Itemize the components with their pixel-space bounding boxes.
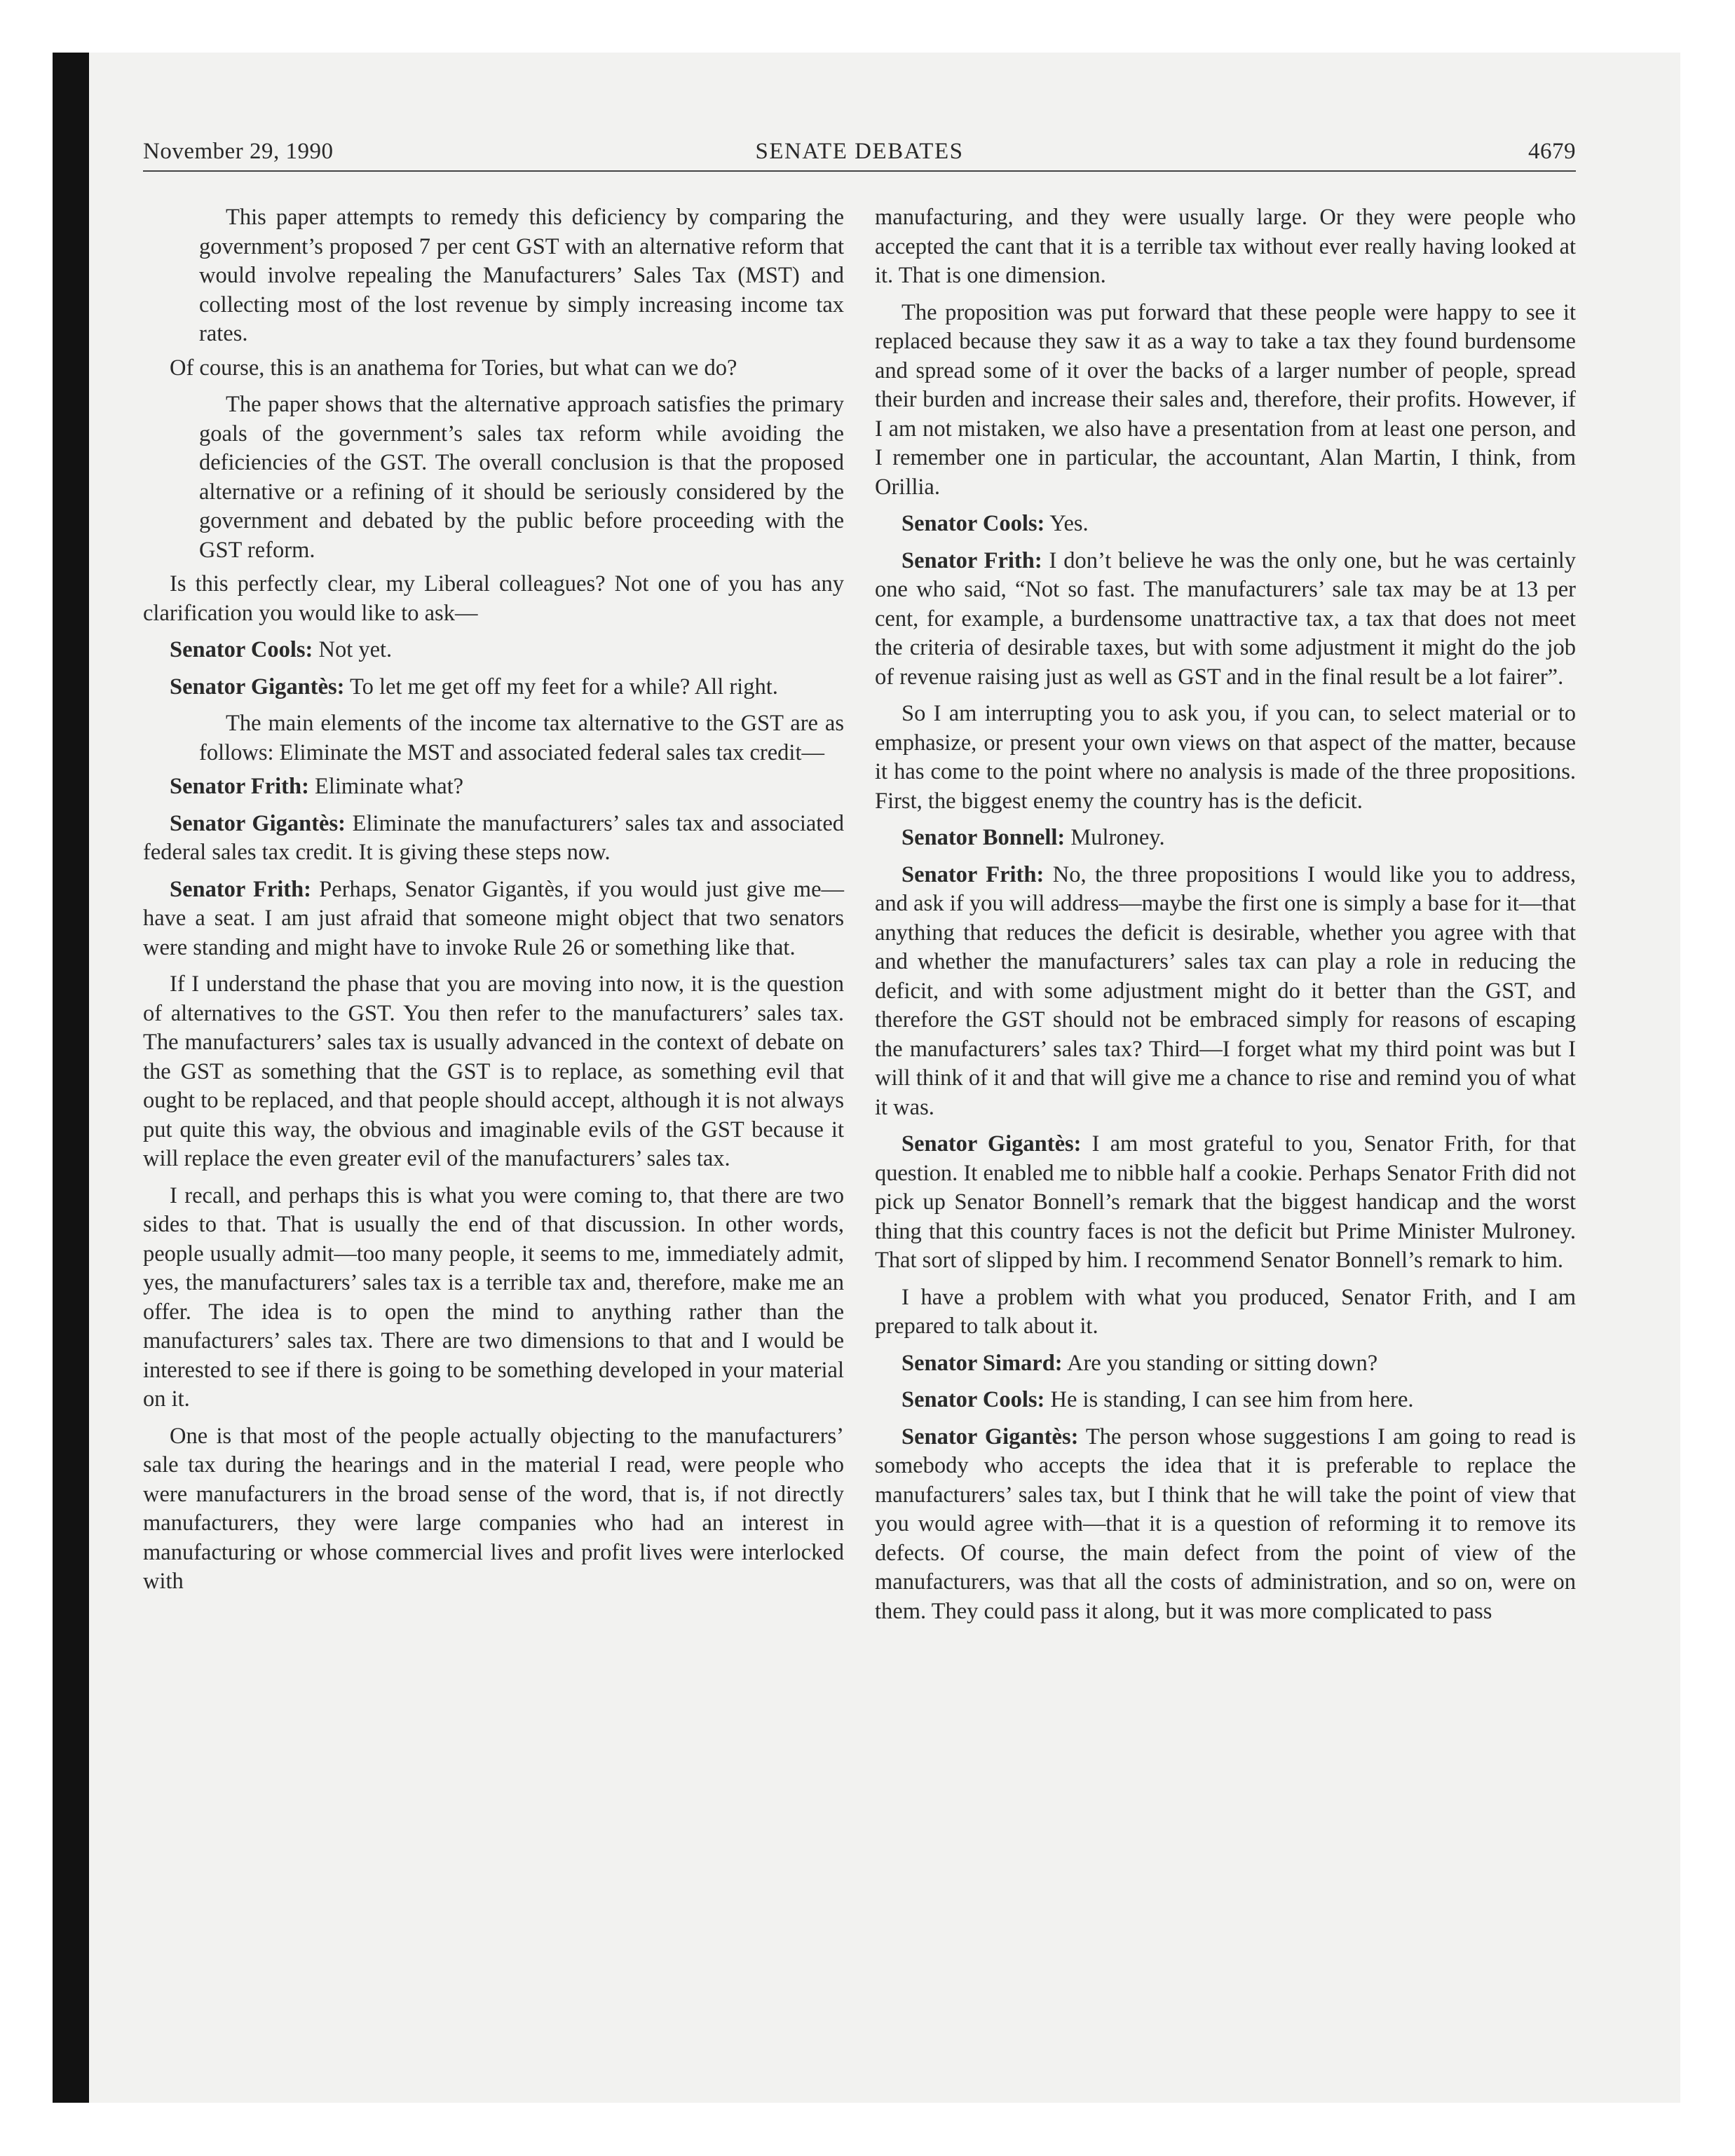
paragraph (143, 970, 844, 1174)
paragraph-text: So I am interrupting you to ask you, if you can, to select material or to emphasize, or present your own views on that aspect of the matter, because it has come to the point where no analysis is made of the three propositions. First, the biggest enemy the country has is the deficit. (875, 701, 1576, 814)
speaker-paragraph (875, 1349, 1576, 1379)
paragraph (875, 1283, 1576, 1342)
speaker-paragraph (875, 547, 1576, 692)
speaker-name: Senator Simard: (901, 1350, 1063, 1376)
speaker-paragraph (875, 824, 1576, 853)
paragraph-text: He is standing, I can see him from here. (1050, 1387, 1414, 1412)
paragraph-text: I have a problem with what you produced, Senator Frith, and I am prepared to talk about it. (875, 1284, 1576, 1339)
paragraph-text: I recall, and perhaps this is what you were coming to, that there are two sides to that. That is usually the end of that discussion. In other words, people usually admit—too many people, it seems to me, immediately admit, yes, the manufacturers’ sales tax is a terrible tax and, therefore, make me an offer. The idea is to open the mind to anything rather than the manufacturers’ sales tax. There are two dimensions to that and I would be interested to see if there is going to be something developed in your material on it. (143, 1182, 844, 1412)
page-header (143, 139, 1576, 172)
quoted-paragraph (199, 390, 844, 565)
paragraph (143, 570, 844, 628)
scan-binding-edge (53, 53, 89, 2103)
paragraph (143, 354, 844, 383)
speaker-paragraph (143, 772, 844, 802)
paragraph-text: This paper attempts to remedy this deficiency by comparing the government’s proposed 7 per cent GST with an alternative reform that would involve repealing the Manufacturers’ Sales Tax (MST) and collecting most of the lost revenue by simply increasing income tax rates. (199, 205, 844, 346)
right-column (875, 203, 1576, 1634)
paragraph (875, 700, 1576, 816)
speaker-name: Senator Frith: (901, 861, 1045, 887)
paragraph-text: Perhaps, Senator Gigantès, if you would just give me—have a seat. I am just afraid that someone might object that two senators were standing and might have to invoke Rule 26 or something like that. (143, 876, 845, 960)
paragraph-text: Eliminate what? (315, 774, 464, 799)
speaker-name: Senator Cools: (170, 637, 313, 662)
paragraph-text: The paper shows that the alternative approach satisfies the primary goals of the government’s sales tax reform while avoiding the deficiencies of the GST. The overall conclusion is that the proposed alternative or a refining of it should be seriously considered by the government and debated by the public before proceeding with the GST reform. (199, 392, 844, 563)
speaker-paragraph (875, 861, 1576, 1123)
speaker-name: Senator Gigantès: (170, 674, 345, 700)
paragraph-text: The main elements of the income tax alternative to the GST are as follows: Eliminate the MST and associated federal sales tax credit— (199, 711, 844, 765)
speaker-name: Senator Bonnell: (901, 825, 1066, 850)
speaker-paragraph (143, 810, 844, 868)
speaker-paragraph (875, 1423, 1576, 1627)
scan-margin (0, 0, 1735, 53)
header-rule (143, 170, 1576, 172)
speaker-name: Senator Gigantès: (170, 810, 346, 836)
speaker-paragraph (143, 875, 844, 963)
header-date: November 29, 1990 (143, 139, 334, 164)
paragraph-text: Eliminate the manufacturers’ sales tax and associated federal sales tax credit. It is giving these steps now. (143, 810, 845, 865)
paragraph-text: Is this perfectly clear, my Liberal colleagues? Not one of you has any clarification you would like to ask— (143, 571, 844, 626)
speaker-name: Senator Cools: (901, 1387, 1045, 1412)
speaker-paragraph (875, 510, 1576, 539)
speaker-paragraph (875, 1386, 1576, 1415)
header-page-number: 4679 (1528, 139, 1576, 164)
paragraph-text: Of course, this is an anathema for Tories, but what can we do? (170, 355, 737, 381)
quoted-paragraph (199, 203, 844, 349)
paragraph (875, 203, 1576, 291)
paragraph (143, 1422, 844, 1597)
speaker-paragraph (143, 636, 844, 665)
paragraph-text: Mulroney. (1070, 825, 1165, 850)
header-title: SENATE DEBATES (755, 139, 964, 164)
paragraph-text: I don’t believe he was the only one, but he was certainly one who said, “Not so fast. The manufacturers’ sale tax may be at 13 per cent, for example, a burdensome unattractive tax, a tax that does not meet the criteria of desirable taxes, but with some adjustment it might do the job of revenue raising just as well as GST and in the final result be a lot fairer”. (875, 547, 1576, 690)
speaker-name: Senator Frith: (901, 547, 1042, 573)
speaker-paragraph (875, 1130, 1576, 1276)
paragraph-text: The person whose suggestions I am going to read is somebody who accepts the idea that it is preferable to replace the manufacturers’ sales tax, but I think that he will take the point of view that you would agree with—that it is a question of reforming it to remove its defects. Of course, the main defect from the point of view of the manufacturers, was that all the costs of administration, and so on, were on them. They could pass it along, but it was more complicated to pass (875, 1424, 1576, 1624)
paragraph (143, 1182, 844, 1414)
paragraph-text: To let me get off my feet for a while? All right. (350, 674, 778, 700)
speaker-paragraph (143, 673, 844, 702)
speaker-name: Senator Gigantès: (901, 1131, 1082, 1157)
paragraph (875, 299, 1576, 503)
paragraph-text: I am most grateful to you, Senator Frith, for that question. It enabled me to nibble half a cookie. Perhaps Senator Frith did not pick up Senator Bonnell’s remark that the biggest handicap and the worst thing that this country faces is not the deficit but Prime Minister Mulroney. That sort of slipped by him. I recommend Senator Bonnell’s remark to him. (875, 1131, 1577, 1273)
paragraph-text: Not yet. (318, 637, 393, 662)
paragraph-text: One is that most of the people actually objecting to the manufacturers’ sale tax during the hearings and in the material I read, were people who were manufacturers in the broad sense of the word, that is, if not directly manufacturers, they were large companies who had an interest in manufacturing or whose commercial lives and profit lives were interlocked with (143, 1423, 844, 1594)
speaker-name: Senator Gigantès: (901, 1424, 1079, 1449)
paragraph-text: Are you standing or sitting down? (1066, 1350, 1378, 1376)
quoted-paragraph (199, 709, 844, 767)
speaker-name: Senator Frith: (170, 876, 311, 902)
paragraph-text: No, the three propositions I would like you to address, and ask if you will address—maybe the first one is simply a base for it—that anything that reduces the deficit is desirable, whether you agree with that and whether the manufacturers’ sales tax can play a role in reducing the deficit, and with some adjustment might do it better than the GST, and therefore the GST should not be embraced simply for reasons of escaping the manufacturers’ sales tax? Third—I forget what my third point was but I will think of it and that will give me a chance to rise and remind you of what it was. (875, 861, 1577, 1120)
paragraph-text: If I understand the phase that you are moving into now, it is the question of alternatives to the GST. You then refer to the manufacturers’ sales tax. The manufacturers’ sales tax is usually advanced in the context of debate on the GST as something that the GST is to replace, as something evil that ought to be replaced, and that people should accept, although it is not always put quite this way, the obvious and imaginable evils of the GST because it will replace the even greater evil of the manufacturers’ sales tax. (143, 971, 844, 1171)
speaker-name: Senator Cools: (901, 511, 1045, 536)
left-column (143, 203, 844, 1604)
speaker-name: Senator Frith: (170, 774, 309, 799)
paragraph-text: Yes. (1049, 511, 1089, 536)
paragraph-text: manufacturing, and they were usually large. Or they were people who accepted the cant that it is a terrible tax without ever really having looked at it. That is one dimension. (875, 205, 1576, 288)
paragraph-text: The proposition was put forward that these people were happy to see it replaced because they saw it as a way to take a tax they found burdensome and spread some of it over the backs of a larger number of people, spread their burden and increase their sales and, therefore, their profits. However, if I am not mistaken, we also have a presentation from at least one person, and I remember one in particular, the accountant, Alan Martin, I think, from Orillia. (875, 299, 1576, 500)
